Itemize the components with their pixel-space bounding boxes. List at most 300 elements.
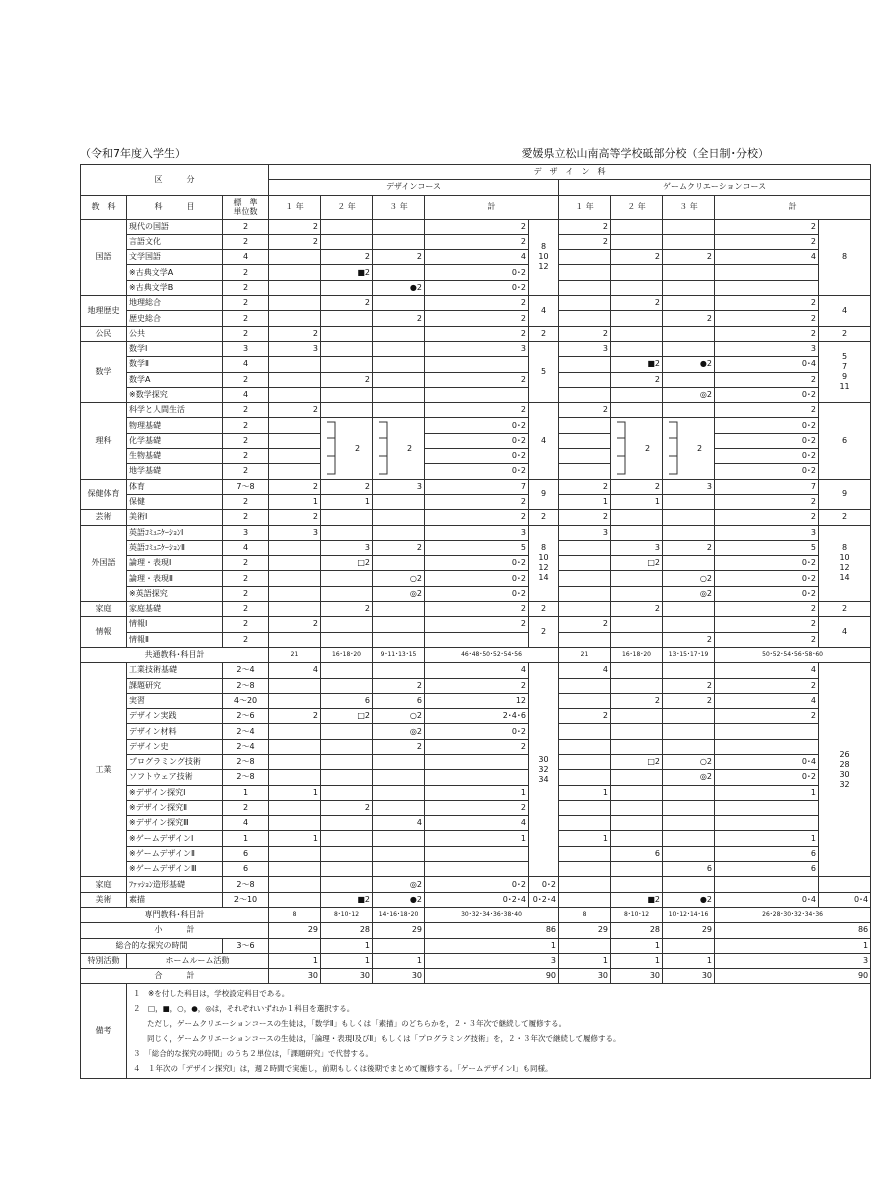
game-value bbox=[611, 877, 663, 892]
bracket-mark bbox=[611, 418, 663, 478]
design-value bbox=[373, 510, 425, 525]
game-value: 1 bbox=[559, 785, 611, 800]
game-value: 8 bbox=[559, 907, 611, 922]
standard-units: 2 bbox=[223, 464, 269, 479]
kyoka-label: 保健体育 bbox=[81, 479, 127, 510]
game-value bbox=[611, 816, 663, 831]
design-value bbox=[269, 632, 321, 647]
subject-name: デザイン材料 bbox=[127, 724, 223, 739]
design-value bbox=[269, 816, 321, 831]
design-value bbox=[321, 816, 373, 831]
table-row bbox=[81, 234, 871, 249]
design-value: 1 bbox=[269, 953, 321, 968]
game-value bbox=[611, 311, 663, 326]
design-group-total: 5 bbox=[529, 341, 559, 402]
game-value bbox=[559, 418, 611, 433]
game-value: 29 bbox=[559, 923, 611, 938]
design-value: 0･2 bbox=[425, 265, 529, 280]
game-value bbox=[559, 846, 611, 861]
design-value bbox=[425, 754, 529, 769]
design-value bbox=[425, 632, 529, 647]
game-value bbox=[663, 494, 715, 509]
standard-units: 2 bbox=[223, 602, 269, 617]
game-group-total: 9 bbox=[819, 479, 871, 510]
subject-name: 地学基礎 bbox=[127, 464, 223, 479]
design-value: 2 bbox=[269, 219, 321, 234]
game-group-total: 8 10 12 14 bbox=[819, 525, 871, 601]
design-value bbox=[269, 372, 321, 387]
table-row bbox=[81, 525, 871, 540]
design-value: 29 bbox=[373, 923, 425, 938]
design-value bbox=[321, 785, 373, 800]
kyoka-label: 家庭 bbox=[81, 602, 127, 617]
design-value bbox=[373, 663, 425, 678]
game-value bbox=[663, 234, 715, 249]
game-value bbox=[663, 617, 715, 632]
subject-name: 情報Ⅰ bbox=[127, 617, 223, 632]
design-value: 2 bbox=[425, 219, 529, 234]
game-value: 2 bbox=[559, 479, 611, 494]
design-value: 1 bbox=[373, 953, 425, 968]
table-row bbox=[81, 403, 871, 418]
game-value bbox=[611, 632, 663, 647]
design-value: 16･18･20 bbox=[321, 647, 373, 662]
standard-units: 6 bbox=[223, 846, 269, 861]
game-value bbox=[611, 234, 663, 249]
design-value: 0･2 bbox=[425, 464, 529, 479]
subject-name: 素描 bbox=[127, 892, 223, 907]
header-right: 愛媛県立松山南高等学校砥部分校（全日制･分校） bbox=[521, 147, 769, 160]
game-value: 0･2 bbox=[715, 586, 819, 601]
game-value: 2 bbox=[559, 234, 611, 249]
game-value bbox=[663, 556, 715, 571]
design-value bbox=[373, 219, 425, 234]
design-group-total: 0･2 bbox=[529, 877, 559, 892]
standard-units: 2 bbox=[223, 586, 269, 601]
game-group-total bbox=[819, 877, 871, 892]
kubun-header: 区 分 bbox=[81, 165, 269, 196]
design-value bbox=[269, 250, 321, 265]
game-value bbox=[559, 250, 611, 265]
game-value: □2 bbox=[611, 556, 663, 571]
design-value bbox=[269, 418, 321, 433]
design-value: 8 bbox=[269, 907, 321, 922]
design-value bbox=[373, 357, 425, 372]
standard-units: 1 bbox=[223, 785, 269, 800]
senmon-total-label: 専門教科･科目計 bbox=[81, 907, 269, 922]
game-group-total: 6 bbox=[819, 403, 871, 479]
design-value: 2 bbox=[425, 234, 529, 249]
game-value bbox=[559, 632, 611, 647]
subject-name: 保健 bbox=[127, 494, 223, 509]
game-value: 3 bbox=[559, 525, 611, 540]
game-value bbox=[715, 800, 819, 815]
table-row bbox=[81, 693, 871, 708]
game-value bbox=[559, 464, 611, 479]
game-value: 2 bbox=[559, 510, 611, 525]
kyoka-label: 理科 bbox=[81, 403, 127, 479]
kyoka-label: 美術 bbox=[81, 892, 127, 907]
game-value bbox=[559, 265, 611, 280]
design-value: 3 bbox=[321, 540, 373, 555]
design-value bbox=[269, 693, 321, 708]
design-group-total: 4 bbox=[529, 296, 559, 327]
design-value: 30 bbox=[269, 969, 321, 984]
design-value: 3 bbox=[269, 525, 321, 540]
game-value: 2 bbox=[715, 234, 819, 249]
design-value bbox=[269, 892, 321, 907]
kyoka-label: 地理歴史 bbox=[81, 296, 127, 327]
standard-units: 2～10 bbox=[223, 892, 269, 907]
design-value: 2 bbox=[373, 678, 425, 693]
standard-units: 7～8 bbox=[223, 479, 269, 494]
design-value: 0･2 bbox=[425, 586, 529, 601]
design-group-total: 2 bbox=[529, 602, 559, 617]
subject-name: 物理基礎 bbox=[127, 418, 223, 433]
col-y2-game: ２ 年 bbox=[611, 195, 663, 219]
design-value: 2 bbox=[373, 739, 425, 754]
game-value: 2 bbox=[715, 219, 819, 234]
game-value bbox=[611, 341, 663, 356]
col-y2-design: ２ 年 bbox=[321, 195, 373, 219]
table-row bbox=[81, 280, 871, 295]
design-value bbox=[269, 464, 321, 479]
design-value bbox=[321, 387, 373, 402]
design-value: ○2 bbox=[373, 709, 425, 724]
design-value: 2 bbox=[373, 311, 425, 326]
game-value: 2 bbox=[611, 693, 663, 708]
game-value bbox=[663, 525, 715, 540]
subject-name: 数学Ⅱ bbox=[127, 357, 223, 372]
design-value: 1 bbox=[425, 938, 559, 953]
game-value: 2 bbox=[559, 617, 611, 632]
standard-units: 2 bbox=[223, 219, 269, 234]
game-value bbox=[663, 816, 715, 831]
kyoka-label: 外国語 bbox=[81, 525, 127, 601]
course1-header: デザインコース bbox=[269, 180, 559, 195]
game-value: 0･2 bbox=[715, 571, 819, 586]
game-value: 2 bbox=[715, 617, 819, 632]
standard-units: 2～6 bbox=[223, 709, 269, 724]
game-value: 4 bbox=[559, 663, 611, 678]
table-row bbox=[81, 479, 871, 494]
subject-name: ※英語探究 bbox=[127, 586, 223, 601]
note-line: ただし，ゲームクリエーションコースの生徒は，「数学Ⅱ」もしくは「素描」のどちらかを，２・３年次で継続して履修する。 bbox=[147, 1019, 567, 1029]
standard-units: 2～8 bbox=[223, 754, 269, 769]
game-value: 2 bbox=[715, 326, 819, 341]
design-value: 4 bbox=[425, 816, 529, 831]
design-value: 2 bbox=[321, 250, 373, 265]
design-value: 2 bbox=[269, 326, 321, 341]
design-value: 3 bbox=[425, 525, 529, 540]
game-value: 2 bbox=[715, 311, 819, 326]
design-value bbox=[321, 326, 373, 341]
game-value: 16･18･20 bbox=[611, 647, 663, 662]
game-value bbox=[559, 556, 611, 571]
game-value bbox=[663, 877, 715, 892]
standard-units: 4 bbox=[223, 816, 269, 831]
game-value: 26･28･30･32･34･36 bbox=[715, 907, 871, 922]
subject-name: ※数学探究 bbox=[127, 387, 223, 402]
design-value bbox=[321, 525, 373, 540]
standard-units: 2 bbox=[223, 800, 269, 815]
design-value: 1 bbox=[269, 494, 321, 509]
table-row bbox=[81, 494, 871, 509]
game-value: 1 bbox=[611, 494, 663, 509]
game-value bbox=[663, 341, 715, 356]
game-value: 1 bbox=[715, 938, 871, 953]
game-value bbox=[715, 816, 819, 831]
table-row bbox=[81, 709, 871, 724]
game-value: 3 bbox=[715, 953, 871, 968]
col-y3-design: ３ 年 bbox=[373, 195, 425, 219]
design-value bbox=[269, 556, 321, 571]
game-value: 2 bbox=[559, 326, 611, 341]
gokei-row bbox=[81, 969, 871, 984]
design-value: 0･2 bbox=[425, 571, 529, 586]
design-value bbox=[425, 862, 529, 877]
table-row bbox=[81, 739, 871, 754]
game-value: ■2 bbox=[611, 357, 663, 372]
subject-name: ソフトウェア技術 bbox=[127, 770, 223, 785]
design-value bbox=[373, 785, 425, 800]
standard-units: 2 bbox=[223, 234, 269, 249]
design-value: 3 bbox=[425, 341, 529, 356]
design-value: 2 bbox=[425, 372, 529, 387]
game-value: 5 bbox=[715, 540, 819, 555]
table-row bbox=[81, 800, 871, 815]
design-value: 4 bbox=[373, 816, 425, 831]
col-y3-game: ３ 年 bbox=[663, 195, 715, 219]
game-value bbox=[559, 800, 611, 815]
design-value: 2 bbox=[425, 617, 529, 632]
game-value: 2 bbox=[663, 678, 715, 693]
table-row bbox=[81, 678, 871, 693]
subject-name: 英語ｺﾐｭﾆｹｰｼｮﾝⅡ bbox=[127, 540, 223, 555]
col-total-game: 計 bbox=[715, 195, 871, 219]
game-value bbox=[611, 785, 663, 800]
game-value: 2 bbox=[663, 693, 715, 708]
subject-name: 論理・表現Ⅱ bbox=[127, 571, 223, 586]
game-value bbox=[611, 586, 663, 601]
kyoka-label: 情報 bbox=[81, 617, 127, 648]
design-value bbox=[425, 357, 529, 372]
subject-name: 地理総合 bbox=[127, 296, 223, 311]
game-value bbox=[559, 693, 611, 708]
game-value bbox=[663, 403, 715, 418]
design-value: 2 bbox=[269, 479, 321, 494]
game-value bbox=[611, 739, 663, 754]
game-value: 2 bbox=[611, 602, 663, 617]
game-value bbox=[611, 678, 663, 693]
standard-units: 2 bbox=[223, 418, 269, 433]
design-value: ■2 bbox=[321, 892, 373, 907]
design-value bbox=[269, 571, 321, 586]
subject-name: 化学基礎 bbox=[127, 433, 223, 448]
design-value: 1 bbox=[269, 831, 321, 846]
design-value: 5 bbox=[425, 540, 529, 555]
standard-units: 4 bbox=[223, 540, 269, 555]
design-value bbox=[373, 938, 425, 953]
game-value bbox=[611, 387, 663, 402]
bracket-cell bbox=[663, 418, 715, 479]
game-value bbox=[663, 372, 715, 387]
game-value: ◎2 bbox=[663, 770, 715, 785]
design-value: 30 bbox=[321, 969, 373, 984]
design-value bbox=[269, 280, 321, 295]
kyoka-label: 工業 bbox=[81, 663, 127, 877]
design-value bbox=[269, 770, 321, 785]
design-value: 90 bbox=[425, 969, 559, 984]
design-value: 2 bbox=[269, 510, 321, 525]
table-row bbox=[81, 831, 871, 846]
game-value bbox=[559, 739, 611, 754]
standard-units: 2 bbox=[223, 403, 269, 418]
design-value bbox=[321, 877, 373, 892]
design-group-total: 0･2･4 bbox=[529, 892, 559, 907]
standard-units: 2 bbox=[223, 326, 269, 341]
design-value: 3 bbox=[373, 479, 425, 494]
design-value: 2 bbox=[321, 479, 373, 494]
gokei-label: 合 計 bbox=[81, 969, 269, 984]
game-value bbox=[611, 219, 663, 234]
game-value bbox=[611, 510, 663, 525]
game-value: ■2 bbox=[611, 892, 663, 907]
table-row bbox=[81, 357, 871, 372]
design-value bbox=[321, 280, 373, 295]
bracket-value: 2 bbox=[407, 444, 413, 454]
design-group-total: 2 bbox=[529, 617, 559, 648]
standard-units: 2 bbox=[223, 296, 269, 311]
design-value: ●2 bbox=[373, 892, 425, 907]
design-value: ○2 bbox=[373, 571, 425, 586]
subject-name: 体育 bbox=[127, 479, 223, 494]
design-value: 2 bbox=[425, 494, 529, 509]
game-value: 2 bbox=[611, 372, 663, 387]
standard-units: 2 bbox=[223, 571, 269, 586]
game-value bbox=[559, 724, 611, 739]
game-value bbox=[559, 877, 611, 892]
design-value: 2 bbox=[425, 326, 529, 341]
game-value bbox=[559, 770, 611, 785]
subject-name: 科学と人間生活 bbox=[127, 403, 223, 418]
subject-name: ※ゲームデザインⅡ bbox=[127, 846, 223, 861]
game-value bbox=[611, 862, 663, 877]
design-value: 1 bbox=[269, 785, 321, 800]
kyoka-label: 国語 bbox=[81, 219, 127, 295]
table-row bbox=[81, 602, 871, 617]
note-line: 同じく，ゲームクリエーションコースの生徒は，「論理・表現Ⅰ及びⅡ」もしくは「プログラミング技術」を，２・３年次で継続して履修する。 bbox=[147, 1034, 621, 1044]
subject-name: 数学Ⅰ bbox=[127, 341, 223, 356]
game-value: 1 bbox=[559, 831, 611, 846]
design-value bbox=[321, 678, 373, 693]
game-value bbox=[663, 663, 715, 678]
table-row bbox=[81, 433, 871, 448]
game-value bbox=[559, 754, 611, 769]
game-value: ◎2 bbox=[663, 586, 715, 601]
table-row bbox=[81, 326, 871, 341]
design-value: 0･2 bbox=[425, 280, 529, 295]
design-value bbox=[373, 234, 425, 249]
note-line: ３ 「総合的な探究の時間」のうち２単位は，「課題研究」で代替する。 bbox=[133, 1049, 373, 1059]
design-value bbox=[269, 586, 321, 601]
game-value: 6 bbox=[715, 862, 819, 877]
game-value bbox=[715, 265, 819, 280]
standard-units: 2 bbox=[223, 632, 269, 647]
design-value bbox=[321, 754, 373, 769]
game-value: 2 bbox=[715, 709, 819, 724]
game-value: 0･4 bbox=[715, 357, 819, 372]
design-value: 21 bbox=[269, 647, 321, 662]
table-row bbox=[81, 510, 871, 525]
col-total-design: 計 bbox=[425, 195, 559, 219]
subject-name: 英語ｺﾐｭﾆｹｰｼｮﾝⅠ bbox=[127, 525, 223, 540]
bracket-mark bbox=[663, 418, 715, 478]
design-value bbox=[373, 846, 425, 861]
game-value bbox=[559, 372, 611, 387]
col-standard: 標 準 単位数 bbox=[223, 195, 269, 219]
game-value bbox=[715, 877, 819, 892]
game-value bbox=[663, 938, 715, 953]
design-value bbox=[425, 846, 529, 861]
game-value bbox=[611, 800, 663, 815]
design-value: 0･2 bbox=[425, 418, 529, 433]
design-group-total: 9 bbox=[529, 479, 559, 510]
game-value: 21 bbox=[559, 647, 611, 662]
kyoka-label: 特別活動 bbox=[81, 953, 127, 968]
game-value: ●2 bbox=[663, 892, 715, 907]
bracket-cell bbox=[321, 418, 373, 479]
design-value bbox=[321, 739, 373, 754]
design-value: 2 bbox=[425, 739, 529, 754]
design-value: 8･10･12 bbox=[321, 907, 373, 922]
table-row bbox=[81, 219, 871, 234]
standard-units: 2 bbox=[223, 372, 269, 387]
game-value: 0･2 bbox=[715, 387, 819, 402]
table-row bbox=[81, 586, 871, 601]
game-value bbox=[559, 387, 611, 402]
design-value: 4 bbox=[269, 663, 321, 678]
table-row bbox=[81, 571, 871, 586]
design-value: 28 bbox=[321, 923, 373, 938]
game-value: ◎2 bbox=[663, 387, 715, 402]
game-value: 7 bbox=[715, 479, 819, 494]
game-value: 0･2 bbox=[715, 556, 819, 571]
game-value: 1 bbox=[715, 785, 819, 800]
game-value bbox=[559, 938, 611, 953]
game-value bbox=[663, 326, 715, 341]
standard-units: 4 bbox=[223, 387, 269, 402]
game-value bbox=[663, 265, 715, 280]
design-value bbox=[321, 341, 373, 356]
design-value: 30･32･34･36･38･40 bbox=[425, 907, 559, 922]
subject-name: ※デザイン探究Ⅱ bbox=[127, 800, 223, 815]
game-value: 2 bbox=[663, 540, 715, 555]
bracket-value: 2 bbox=[645, 444, 651, 454]
standard-units: 2～8 bbox=[223, 877, 269, 892]
game-value: 3 bbox=[611, 540, 663, 555]
sogo-row bbox=[81, 938, 871, 953]
design-group-total: 2 bbox=[529, 326, 559, 341]
subject-name: 美術Ⅰ bbox=[127, 510, 223, 525]
design-value bbox=[373, 326, 425, 341]
design-value: 2 bbox=[425, 510, 529, 525]
game-value bbox=[663, 296, 715, 311]
subject-name: デザイン史 bbox=[127, 739, 223, 754]
game-group-total: 2 bbox=[819, 326, 871, 341]
design-value bbox=[425, 770, 529, 785]
design-value: 6 bbox=[373, 693, 425, 708]
